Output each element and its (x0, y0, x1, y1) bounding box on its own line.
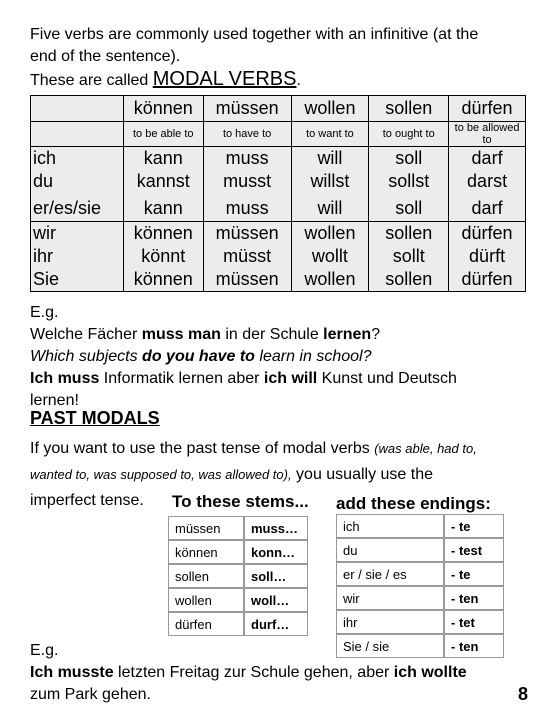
intro-line-2: end of the sentence). (30, 48, 181, 65)
verb-form: musst (223, 171, 272, 191)
example-sentence-cont: zum Park gehen. (30, 686, 151, 703)
pronoun: wir (33, 223, 56, 243)
verb-form: wollen (304, 269, 356, 289)
intro-line-3: These are called MODAL VERBS. (30, 68, 301, 90)
meaning: to be able to (123, 122, 203, 147)
verb-form: sollt (392, 246, 425, 266)
verb-form: müssen (215, 269, 279, 289)
verb-form: dürfen (461, 223, 513, 243)
table-row: ihr - tet (336, 610, 504, 634)
verb-form: sollst (388, 171, 430, 191)
intro-line-1: Five verbs are commonly used together with an infinitive (at the (30, 26, 479, 43)
verb-form: sollen (385, 223, 433, 243)
table-row: dürfen durf… (168, 612, 308, 636)
verb-form: müssen (215, 223, 279, 243)
stems-table (168, 516, 308, 636)
verb-form: darst (467, 171, 508, 191)
stems-label: To these stems... (172, 492, 309, 511)
verb-form: will (317, 198, 343, 218)
example-label: E.g. (30, 304, 59, 321)
past-modals-heading: PAST MODALS (30, 408, 160, 428)
verb-form: willst (310, 171, 350, 191)
meaning: to ought to (369, 122, 449, 147)
table-row: du - test (336, 538, 504, 562)
infinitive: müssen (203, 96, 291, 122)
meaning-row (31, 122, 526, 147)
endings-table (336, 514, 504, 658)
intro (30, 24, 535, 92)
infinitive: wollen (291, 96, 369, 122)
verb-form: darf (471, 198, 503, 218)
table-row: ich - te (336, 514, 504, 538)
verb-form: müsst (223, 246, 272, 266)
modal-verbs-table (30, 95, 526, 292)
meaning: to be allowed to (449, 122, 526, 147)
table-row: müssen muss… (168, 516, 308, 540)
infinitive-row (31, 96, 526, 122)
verb-form: können (133, 223, 193, 243)
example-sentence: Ich musste letzten Freitag zur Schule gehen, aber ich wollte (30, 664, 467, 681)
example-label: E.g. (30, 642, 59, 659)
example-answer-cont: lernen! (30, 392, 79, 409)
pronoun: du (33, 171, 54, 191)
singular-row (31, 147, 526, 222)
verb-form: könnt (141, 246, 186, 266)
plural-row (31, 222, 526, 292)
pronoun: er/es/sie (33, 198, 102, 218)
infinitive: können (123, 96, 203, 122)
verb-form: können (133, 269, 193, 289)
table-row: Sie / sie - ten (336, 634, 504, 658)
table-row: wollen woll… (168, 588, 308, 612)
table-row: sollen soll… (168, 564, 308, 588)
endings-label: add these endings: (336, 494, 491, 513)
verb-form: dürfen (461, 269, 513, 289)
table-row: können konn… (168, 540, 308, 564)
verb-form: darf (471, 148, 503, 168)
example-2 (30, 640, 530, 706)
verb-form: muss (225, 148, 269, 168)
page-number: 8 (517, 684, 528, 704)
verb-form: kann (143, 198, 183, 218)
pronoun: ich (33, 148, 57, 168)
past-explanation: If you want to use the past tense of modal verbs (was able, had to, wanted to, was supposed to, was allowed to), you usually use the imperfect tense. (30, 440, 477, 509)
infinitive: dürfen (449, 96, 526, 122)
example-1 (30, 302, 535, 412)
table-row: wir - ten (336, 586, 504, 610)
meaning: to have to (203, 122, 291, 147)
modal-verbs-term: MODAL VERBS (152, 68, 297, 90)
pronoun: Sie (33, 269, 60, 289)
verb-form: kann (143, 148, 183, 168)
verb-form: soll (395, 198, 423, 218)
example-answer: Ich muss Informatik lernen aber ich will Kunst und Deutsch (30, 370, 457, 387)
verb-form: dürft (469, 246, 506, 266)
verb-form: soll (395, 148, 423, 168)
verb-form: kannst (136, 171, 190, 191)
table-row: er / sie / es - te (336, 562, 504, 586)
infinitive: sollen (369, 96, 449, 122)
example-question: Welche Fächer muss man in der Schule lernen? (30, 326, 381, 343)
example-translation: Which subjects do you have to learn in school? (30, 348, 372, 365)
verb-form: muss (225, 198, 269, 218)
verb-form: wollen (304, 223, 356, 243)
verb-form: sollen (385, 269, 433, 289)
verb-form: will (317, 148, 343, 168)
pronoun: ihr (33, 246, 54, 266)
meaning: to want to (291, 122, 369, 147)
verb-form: wollt (311, 246, 348, 266)
